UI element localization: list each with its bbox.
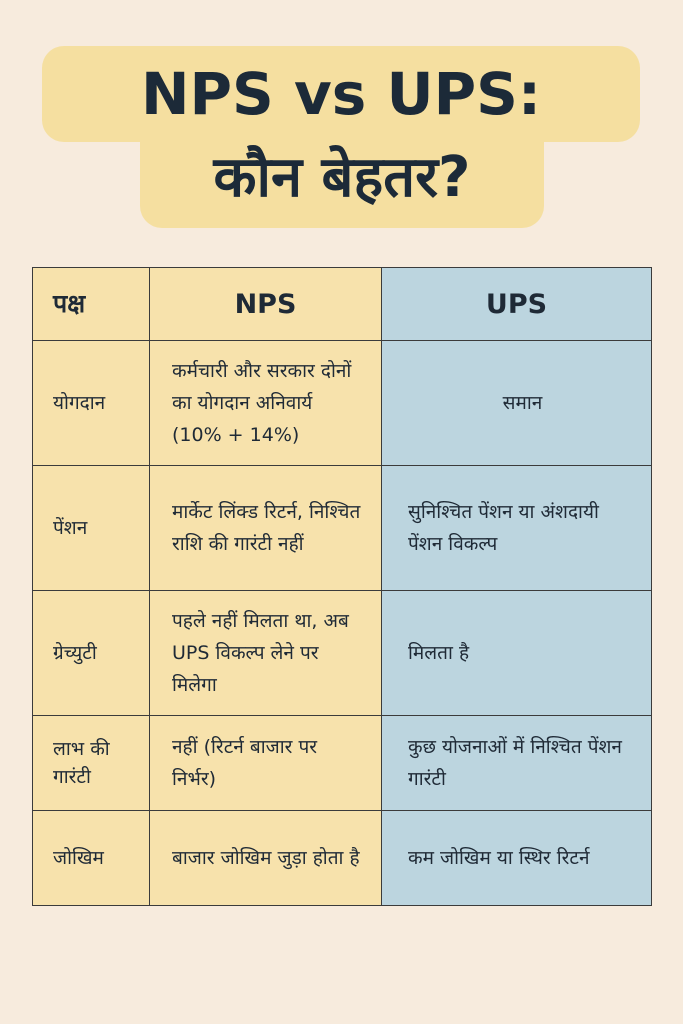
header-aspect: पक्ष [33, 268, 150, 341]
row-aspect: लाभ की गारंटी [33, 716, 150, 811]
table-row [33, 811, 652, 906]
table-row [33, 716, 652, 811]
row-ups-cell: मिलता है [382, 591, 652, 716]
page-title-line-2: कौन बेहतर? [140, 128, 544, 228]
page-title-line-1: NPS vs UPS: [42, 46, 640, 142]
row-ups-cell: कम जोखिम या स्थिर रिटर्न [382, 811, 652, 906]
row-aspect: योगदान [33, 341, 150, 466]
row-ups-cell: सुनिश्चित पेंशन या अंशदायी पेंशन विकल्प [382, 466, 652, 591]
table-row [33, 466, 652, 591]
row-nps-cell: कर्मचारी और सरकार दोनों का योगदान अनिवार्य (10% + 14%) [150, 341, 382, 466]
row-ups-cell: समान [382, 341, 652, 466]
table-row [33, 341, 652, 466]
row-aspect: जोखिम [33, 811, 150, 906]
table-header-row [33, 268, 652, 341]
row-nps-cell: पहले नहीं मिलता था, अब UPS विकल्प लेने पर मिलेगा [150, 591, 382, 716]
row-nps-cell: मार्केट लिंक्ड रिटर्न, निश्चित राशि की गारंटी नहीं [150, 466, 382, 591]
header-nps: NPS [150, 268, 382, 341]
header-ups: UPS [382, 268, 652, 341]
row-aspect: पेंशन [33, 466, 150, 591]
row-nps-cell: बाजार जोखिम जुड़ा होता है [150, 811, 382, 906]
row-nps-cell: नहीं (रिटर्न बाजार पर निर्भर) [150, 716, 382, 811]
row-aspect: ग्रेच्युटी [33, 591, 150, 716]
table-row [33, 591, 652, 716]
row-ups-cell: कुछ योजनाओं में निश्चित पेंशन गारंटी [382, 716, 652, 811]
comparison-table [32, 267, 652, 906]
